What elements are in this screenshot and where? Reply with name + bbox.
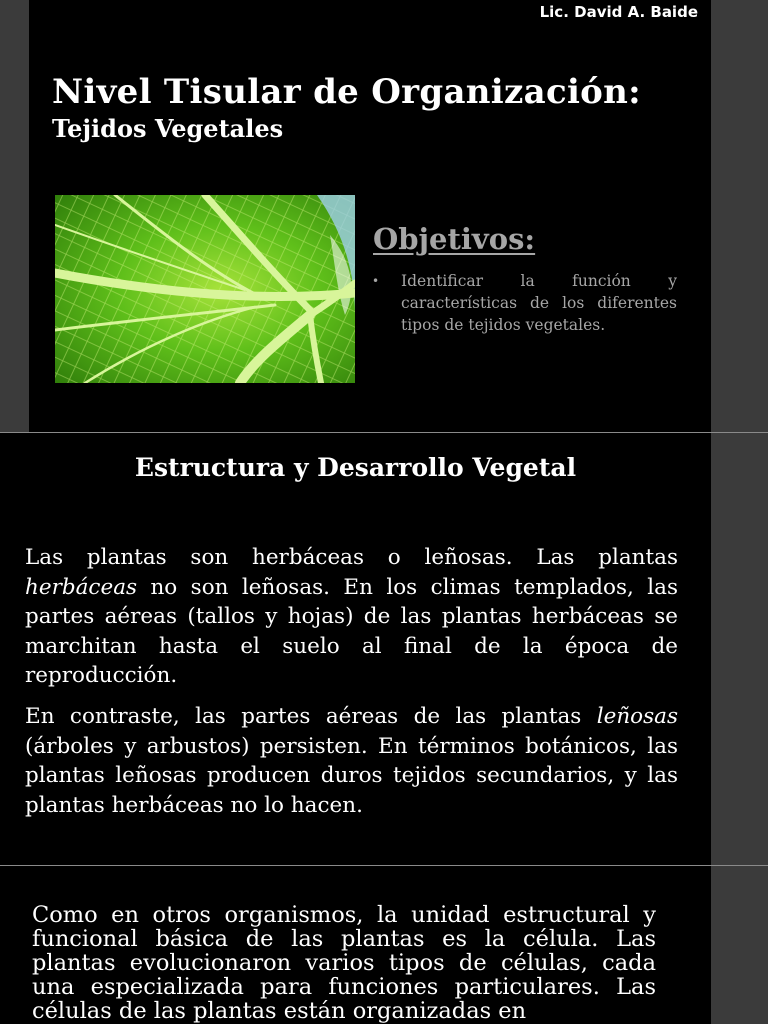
paragraph-cell: Como en otros organismos, la unidad estructural y funcional básica de las plantas es la célula. Las plantas evolucionaron varios tipos de células, cada una especializada para funciones particulares. Las células de las plantas están organizadas en — [32, 902, 656, 1024]
objectives-list — [372, 270, 677, 336]
left-gutter — [0, 0, 29, 432]
paragraph-herbaceous — [25, 543, 678, 691]
slide-cell — [0, 866, 768, 1024]
objectives-heading: Objetivos: — [373, 222, 536, 256]
text-run: no son leñosas. En los climas templados, las partes aéreas (tallos y hojas) de las plantas herbáceas se marchitan hasta el suelo al final de la época de reproducción. — [25, 574, 678, 688]
page-subtitle: Tejidos Vegetales — [52, 114, 284, 143]
leaf-image — [55, 195, 355, 383]
bullet-icon: • — [372, 274, 380, 288]
text-run: (árboles y arbustos) persisten. En términos botánicos, las plantas leñosas producen duros tejidos secundarios, y las plantas herbáceas no lo hacen. — [25, 733, 678, 818]
right-gutter — [711, 866, 768, 1024]
right-gutter — [711, 433, 768, 865]
objective-item — [372, 270, 677, 336]
right-gutter — [711, 0, 768, 432]
text-run: En contraste, las partes aéreas de las plantas — [25, 704, 597, 729]
objective-text: Identificar la función y características de los diferentes tipos de tejidos vegetales. — [401, 272, 677, 334]
slide-structure — [0, 433, 768, 865]
section-title: Estructura y Desarrollo Vegetal — [134, 453, 577, 482]
emphasis-term: herbáceas — [25, 574, 138, 600]
paragraph-woody — [25, 702, 678, 820]
page-title: Nivel Tisular de Organización: — [52, 72, 642, 112]
author-name: Lic. David A. Baide — [539, 3, 698, 21]
text-run: Las plantas son herbáceas o leñosas. Las plantas — [25, 545, 678, 570]
slide-title — [0, 0, 768, 432]
emphasis-term: leñosas — [596, 704, 678, 729]
